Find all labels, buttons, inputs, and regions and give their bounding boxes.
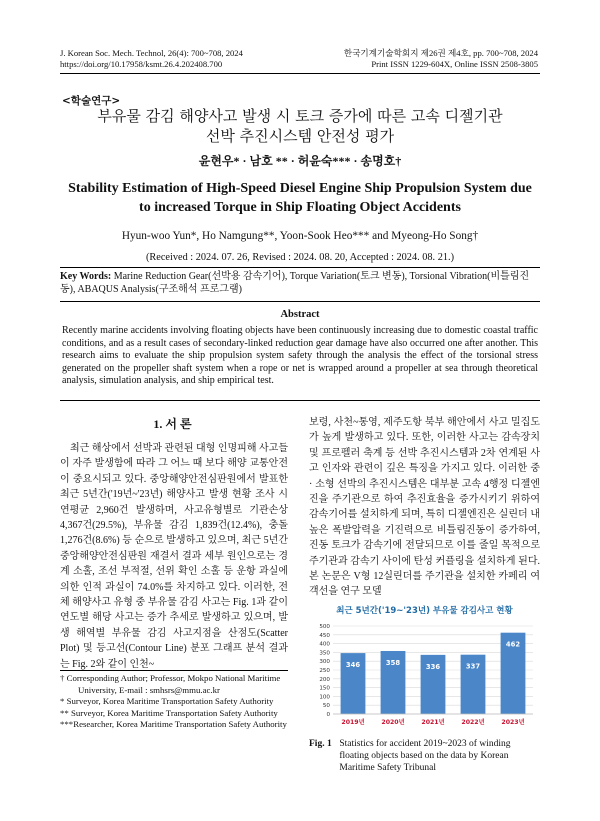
footnote-author2: * Surveyor, Korea Maritime Transportation Safety Authority bbox=[60, 696, 274, 706]
x-tick-label: 2023년 bbox=[501, 719, 525, 726]
left-column bbox=[60, 441, 288, 672]
footnote-author4: ***Researcher, Korea Maritime Transportation Safety Authority bbox=[60, 719, 287, 729]
y-tick-label: 100 bbox=[319, 694, 330, 701]
english-authors: Hyun-woo Yun*, Ho Namgung**, Yoon-Sook Heo*** and Myeong-Ho Song† bbox=[121, 230, 479, 242]
y-tick-label: 350 bbox=[319, 650, 330, 657]
bar-value-label: 462 bbox=[505, 640, 521, 649]
journal-citation bbox=[60, 48, 243, 70]
right-column bbox=[309, 415, 540, 600]
keywords-text: Marine Reduction Gear(선박용 감속기어), Torque Variation(토크 변동), Torsional Vibration(비틀림진동), ABAQUS Analysis(구조해석 프로그램) bbox=[60, 271, 530, 295]
korean-title-line2: 선박 추진시스템 안전성 평가 bbox=[205, 127, 395, 145]
chart-title: 최근 5년간('19~'23년) 부유물 감김사고 현황 bbox=[336, 606, 513, 616]
footnote-corresponding: † Corresponding Author; Professor, Mokpo National Maritime University, E-mail : smhsrs@mmu.ac.kr bbox=[60, 673, 281, 695]
english-title-line1: Stability Estimation of High-Speed Diesel Engine Ship Propulsion System due bbox=[68, 181, 532, 196]
header-rule bbox=[60, 73, 540, 74]
figure-1-caption bbox=[309, 738, 540, 774]
y-tick-label: 300 bbox=[319, 659, 330, 666]
left-column-paragraph: 최근 해상에서 선박과 관련된 대형 인명피해 사고들이 자주 발생함에 따라 그 어느 때 보다 해양 교통안전이 중요시되고 있다. 중앙해양안전심판원에서 발표한 최근 5년간('19년~'23년) 해양사고 발생 현황 조사 시 연평균 2,960건 발생하며, 사고유형별로 기관손상 4,367건(29.5%), 부유물 감김 1,839건(12.4%), 충돌 1,276건(8.6%) 등 순으로 발생하고 있으며, 최근 5년간 중앙해양안전심판원 재결서 결과 세부 원인으로는 경계 소홀, 조선 부적절, 선위 확인 소홀 등 운항 과실에 의한 인적 과실이 74.0%를 차지하고 있다. 이러한, 전체 해양사고 유형 중 부유물 감김 사고는 Fig. 1과 같이 연도별 해당 사고는 증가 추세로 발생하고 있으며, 발생 해역별 부유물 감김 사고지점을 산점도(Scatter Plot) 및 등고선(Contour Line) 분포 그래프 분석 결과는 Fig. 2와 같이 인천~ bbox=[60, 443, 288, 670]
footnotes bbox=[60, 673, 288, 731]
x-tick-label: 2019년 bbox=[341, 719, 365, 726]
y-tick-label: 50 bbox=[322, 703, 330, 710]
keywords-bottom-rule bbox=[60, 301, 540, 302]
english-title-line2: to increased Torque in Ship Floating Object Accidents bbox=[139, 200, 461, 215]
doi-link[interactable]: https://doi.org/10.17958/ksmt.26.4.202408.700 bbox=[60, 59, 223, 69]
figure-caption-text: Statistics for accident 2019~2023 of winding floating objects based on the data by Korean Maritime Safety Tribunal bbox=[339, 739, 511, 773]
bar-value-label: 346 bbox=[345, 661, 361, 670]
received-dates: (Received : 2024. 07. 26, Revised : 2024. 08. 20, Accepted : 2024. 08. 21.) bbox=[146, 252, 454, 263]
bar-chart-svg bbox=[309, 600, 540, 732]
journal-citation-line: J. Korean Soc. Mech. Technol, 26(4): 700~708, 2024 bbox=[60, 48, 243, 58]
keywords-top-rule bbox=[60, 267, 540, 268]
figure-1-chart bbox=[309, 600, 540, 732]
abstract-text: Recently marine accidents involving floating objects have been continuously increasing due to domestic coastal traffic conditions, and as a result cases of secondary-linked reduction gear damage have also occurred one after another. This research aims to evaluate the ship propulsion system safety through the analysis the effect of the torsional stress generated on the propeller shaft system when a rope or net is wrapped around a propeller at sea through theoretical analysis, simulation analysis, and ship empirical test. bbox=[62, 325, 538, 386]
abstract-bottom-rule bbox=[60, 400, 540, 401]
y-tick-label: 400 bbox=[319, 641, 330, 648]
y-tick-label: 0 bbox=[326, 712, 330, 718]
x-tick-label: 2022년 bbox=[461, 719, 485, 726]
paper-category: <학술연구> bbox=[62, 95, 121, 107]
figure-label: Fig. 1 bbox=[309, 739, 332, 749]
right-column-paragraph: 보령, 사천~통영, 제주도항 북부 해안에서 사고 밀집도가 높게 발생하고 있다. 또한, 이러한 사고는 감속장치 및 프로펠러 축계 등 선박 추진시스템과 2차 연계된 사고 인자와 관련이 깊은 특징을 가지고 있다. 이러한 중 · 소형 선박의 추진시스템은 대부분 고속 4행정 디젤엔진을 주기관으로 하여 추진효율을 증가시키기 위하여 감속기어를 설치하게 되며, 특히 디젤엔진은 실린더 내 높은 폭발압력을 기진력으로 비틀림진동이 증가하여, 진동 토크가 감속기에 전달되므로 이를 줄일 목적으로 주기관과 감속기 사이에 탄성 커플링을 설치하게 된다. 본 논문은 V형 12실린더를 주기관을 설치한 카페리 여객선을 연구 모델 bbox=[309, 417, 540, 598]
journal-issn bbox=[344, 48, 538, 70]
x-tick-label: 2020년 bbox=[381, 719, 405, 726]
issn-line: Print ISSN 1229-604X, Online ISSN 2508-3805 bbox=[371, 59, 538, 69]
footnote-rule bbox=[60, 670, 288, 671]
bar-value-label: 358 bbox=[385, 658, 401, 667]
y-tick-label: 500 bbox=[319, 624, 330, 630]
korean-title-line1: 부유물 감김 해양사고 발생 시 토크 증가에 따른 고속 디젤기관 bbox=[97, 107, 503, 125]
x-tick-label: 2021년 bbox=[421, 719, 445, 726]
journal-korean-line: 한국기계기술학회지 제26권 제4호, pp. 700~708, 2024 bbox=[343, 48, 538, 58]
abstract-heading: Abstract bbox=[280, 309, 320, 320]
section-heading: 1. 서 론 bbox=[153, 417, 192, 431]
bar-value-label: 336 bbox=[425, 662, 441, 671]
keywords-block bbox=[60, 270, 540, 296]
korean-authors: 윤현우* · 남호 ** · 허윤숙*** · 송명호† bbox=[198, 154, 402, 168]
y-tick-label: 200 bbox=[319, 676, 330, 683]
keywords-label: Key Words: bbox=[60, 271, 112, 282]
y-tick-label: 450 bbox=[319, 632, 330, 639]
footnote-author3: ** Surveyor, Korea Maritime Transportation Safety Authority bbox=[60, 707, 278, 718]
y-tick-label: 150 bbox=[319, 685, 330, 692]
y-tick-label: 250 bbox=[319, 668, 330, 674]
english-title bbox=[60, 179, 540, 217]
bar-value-label: 337 bbox=[465, 662, 481, 671]
